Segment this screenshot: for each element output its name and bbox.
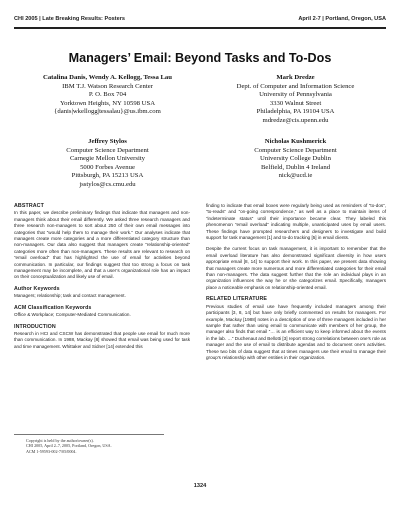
related-text: Previous studies of email use have frequently included managers among their participants [3, 8, 14] but have only briefly commented on results for managers. For example, Mackay [1988] notes in a description of one of three managers included in her sample that rather than using email to communicate with members of her group, the manager also finds that email “… is an efficient way to keep informed about the events in the lab. …” Duchenaut and Bellotti [3] report strong correlations between one’s role as manager and the use of email to distribute agendas and to document one’s activities. These two bits of data suggest that at times managers use their email to manage their group’s relationship with other entities in their organization.	[206, 303, 386, 360]
author-address: Pittsburgh, PA 15213 USA	[71, 172, 144, 179]
author-affiliation: Carnegie Mellon University	[69, 155, 146, 162]
author-names: Jeffrey Stylos	[88, 138, 127, 145]
author-address: P. O. Box 704	[88, 91, 127, 98]
abstract-text: In this paper, we describe preliminary findings that indicate that managers and non-managers think about their email differently. We asked three research managers and three research non-managers to sort about 250 of their own email messages into categories that “would help them to manage their work.” Our analyses indicate that managers create more categories and a more differentiated category structure than non-managers. Our data also suggest that managers create “relationship-oriented” categories more often than non-managers. These results are relevant to research on “email overload” that has highlighted the use of email for activities beyond communication. In particular, our findings suggest that too strong a focus on task management may be incomplete, and that a user’s organizational role has an impact on their conceptualization and likely use of email.	[14, 210, 190, 280]
related-heading: RELATED LITERATURE	[206, 296, 268, 303]
author-block-ibm	[20, 74, 195, 117]
introduction-heading: INTRODUCTION	[14, 323, 56, 330]
keywords-heading: Author Keywords	[14, 285, 60, 292]
copyright-line: CHI 2005, April 2–7, 2005, Portland, Oregon, USA.	[26, 443, 112, 449]
author-email: {danis|wkellogg|tessalau}@us.ibm.com	[54, 108, 161, 115]
acm-heading: ACM Classification Keywords	[14, 304, 92, 311]
author-email: nick@ucd.ie	[278, 172, 313, 179]
copyright-line: ACM 1-59593-002-7/05/0004.	[26, 448, 77, 454]
keywords-text: Managers; relationship; task and contact management.	[14, 293, 126, 299]
author-block-ucd	[208, 138, 383, 181]
author-address: Yorktown Heights, NY 10598 USA	[59, 99, 156, 107]
author-block-upenn	[208, 74, 383, 125]
left-column	[14, 203, 190, 355]
header-date-location: April 2-7 | Portland, Oregon, USA	[298, 16, 386, 22]
running-header	[14, 16, 386, 27]
header-divider	[14, 27, 386, 29]
paper-title: Managers’ Email: Beyond Tasks and To-Dos	[68, 51, 332, 65]
author-names: Nicholas Kushmerick	[264, 138, 327, 145]
right-column	[206, 203, 386, 366]
author-affiliation: IBM T.J. Watson Research Center	[62, 82, 153, 90]
author-email: mdredze@cis.upenn.edu	[262, 116, 329, 124]
author-address: Philadelphia, PA 19104 USA	[256, 108, 335, 115]
header-conference: CHI 2005 | Late Breaking Results: Posters	[14, 16, 125, 22]
author-names: Mark Dredze	[276, 74, 315, 81]
author-address: 5000 Forbes Avenue	[80, 163, 135, 171]
abstract-heading: ABSTRACT	[14, 203, 44, 209]
footnote-divider	[14, 434, 164, 435]
page-number: 1324	[193, 483, 207, 489]
author-address: 3330 Walnut Street	[269, 99, 322, 107]
author-affiliation: Computer Science Department	[66, 146, 149, 154]
body-paragraph: finding to indicate that email boxes were regularly being used as reminders of “to-dos”, “to-reads” and “on-going correspondence,” as well as a place to maintain items of “indeterminate status” until their importance became clear. They labeled this phenomenon “email overload” indicating multiple, unanticipated uses by email users. These findings have prompted researchers and designers to investigate and build support for task management [1] and to-do tracking [5] in email clients.	[206, 203, 386, 241]
body-paragraph: Despite the current focus on task management, it is important to remember that the email overload literature has also demonstrated significant diversity in how users appropriate email [8, 14] to support their work. In this paper, we present data showing that managers create more numerous and more differentiated categories for their email than non-managers. The data suggest further that the role an individual plays in an organization influences the way he or she categorizes email. Specifically, managers place a noticeable emphasis on relationship-oriented email.	[206, 246, 386, 290]
author-email: jsstylos@cs.cmu.edu	[79, 180, 136, 188]
author-block-cmu	[20, 138, 195, 189]
author-affiliation: University College Dublin	[260, 155, 331, 162]
author-affiliation: University of Pennsylvania	[259, 91, 332, 98]
introduction-text: Research in HCI and CSCW has demonstrated that people use email for much more than communication. In 1988, Mackay [8] showed that email was being used for task and time management. Whittaker and Sidner [14] extended this	[14, 330, 190, 349]
author-address: Belfield, Dublin 4 Ireland	[260, 163, 331, 171]
author-affiliation: Computer Science Department	[254, 146, 337, 154]
author-names: Catalina Danis, Wendy A. Kellogg, Tessa Lau	[42, 74, 172, 81]
acm-text: Office & Workplace; Computer-Mediated Communication.	[14, 312, 131, 318]
copyright-notice	[26, 438, 176, 454]
author-affiliation: Dept. of Computer and Information Science	[236, 82, 355, 90]
copyright-line: Copyright is held by the author/owner(s).	[26, 438, 94, 443]
